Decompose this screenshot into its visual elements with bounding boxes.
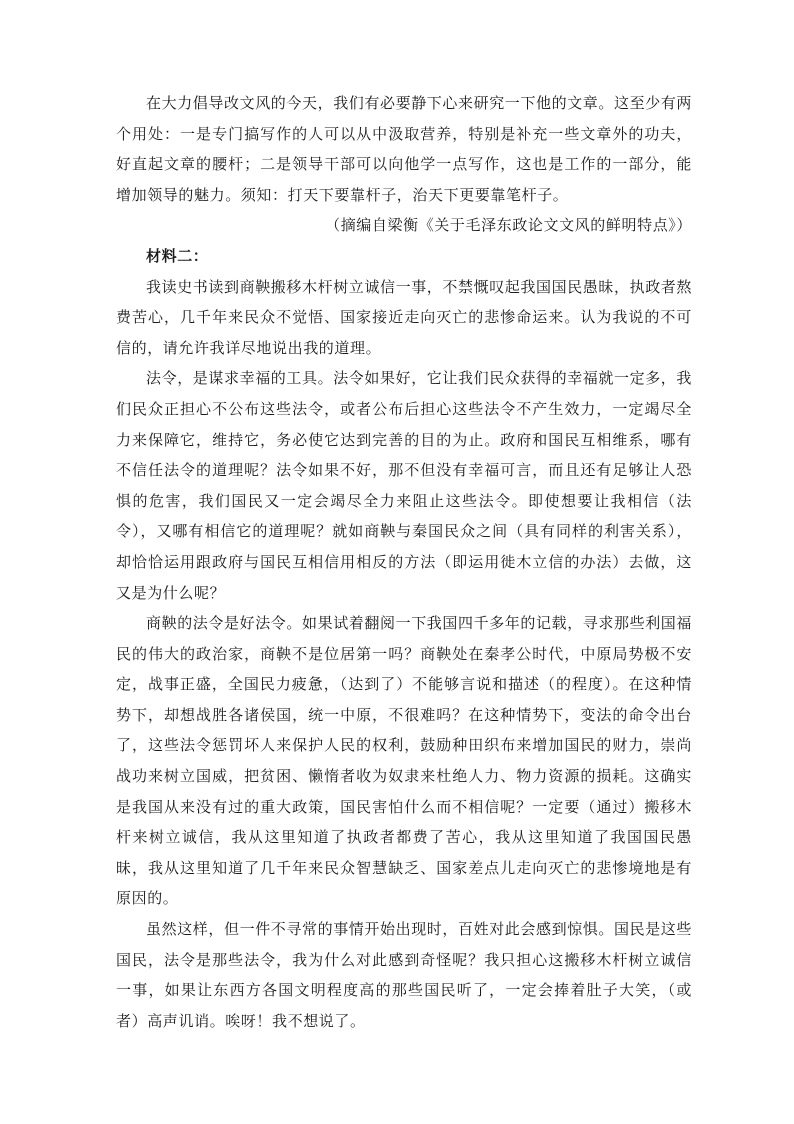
body-paragraph: 虽然这样，但一件不寻常的事情开始出现时，百姓对此会感到惊惧。国民是这些国民，法令是那些法令，我为什么对此感到奇怪呢？我只担心这搬移木杆树立诚信一事，如果让东西方各国文明程度高的那些国民听了，一定会捧着肚子大笑，（或者）高声讥诮。唉呀！我不想说了。 xyxy=(116,920,693,1030)
intro-paragraph: 在大力倡导改文风的今天，我们有必要静下心来研究一下他的文章。这至少有两个用处：一是专门搞写作的人可以从中汲取营养，特别是补充一些文章外的功夫，好直起文章的腰杆；二是领导干部可以向他学一点写作，这也是工作的一部分，能增加领导的魅力。须知：打天下要靠杆子，治天下更要靠笔杆子。 xyxy=(116,94,693,204)
body-paragraph: 我读史书读到商鞅搬移木杆树立诚信一事，不禁慨叹起我国国民愚昧，执政者熬费苦心，几千年来民众不觉悟、国家接近走向灭亡的悲惨命运来。认为我说的不可信的，请允许我详尽地说出我的道理。 xyxy=(116,277,693,357)
material-two-heading: 材料二： xyxy=(146,246,209,265)
document-page xyxy=(116,88,692,1036)
source-citation: （摘编自梁衡《关于毛泽东政论文文风的鲜明特点》） xyxy=(325,216,692,235)
body-paragraph: 法令，是谋求幸福的工具。法令如果好，它让我们民众获得的幸福就一定多，我们民众正担心不公布这些法令，或者公布后担心这些法令不产生效力，一定竭尽全力来保障它，维持它，务必使它达到完善的目的为止。政府和国民互相维系，哪有不信任法令的道理呢？法令如果不好，那不但没有幸福可言，而且还有足够让人恐惧的危害，我们国民又一定会竭尽全力来阻止这些法令。即使想要让我相信（法令），又哪有相信它的道理呢？就如商鞅与秦国民众之间（具有同样的利害关系），却恰恰运用跟政府与国民互相信用相反的方法（即运用徙木立信的办法）去做，这又是为什么呢？ xyxy=(116,369,693,602)
body-paragraph: 商鞅的法令是好法令。如果试着翻阅一下我国四千多年的记载，寻求那些利国福民的伟大的政治家，商鞅不是位居第一吗？商鞅处在秦孝公时代，中原局势极不安定，战事正盛，全国民力疲惫，（达到了）不能够言说和描述（的程度）。在这种情势下，却想战胜各诸侯国，统一中原，不很难吗？在这种情势下，变法的命令出台了，这些法令惩罚坏人来保护人民的权利，鼓励种田织布来增加国民的财力，崇尚战功来树立国威，把贫困、懒惰者收为奴隶来杜绝人力、物力资源的损耗。这确实是我国从来没有过的重大政策，国民害怕什么而不相信呢？一定要（通过）搬移木杆来树立诚信，我从这里知道了执政者都费了苦心，我从这里知道了我国国民愚昧，我从这里知道了几千年来民众智慧缺乏、国家差点儿走向灭亡的悲惨境地是有原因的。 xyxy=(116,614,693,908)
